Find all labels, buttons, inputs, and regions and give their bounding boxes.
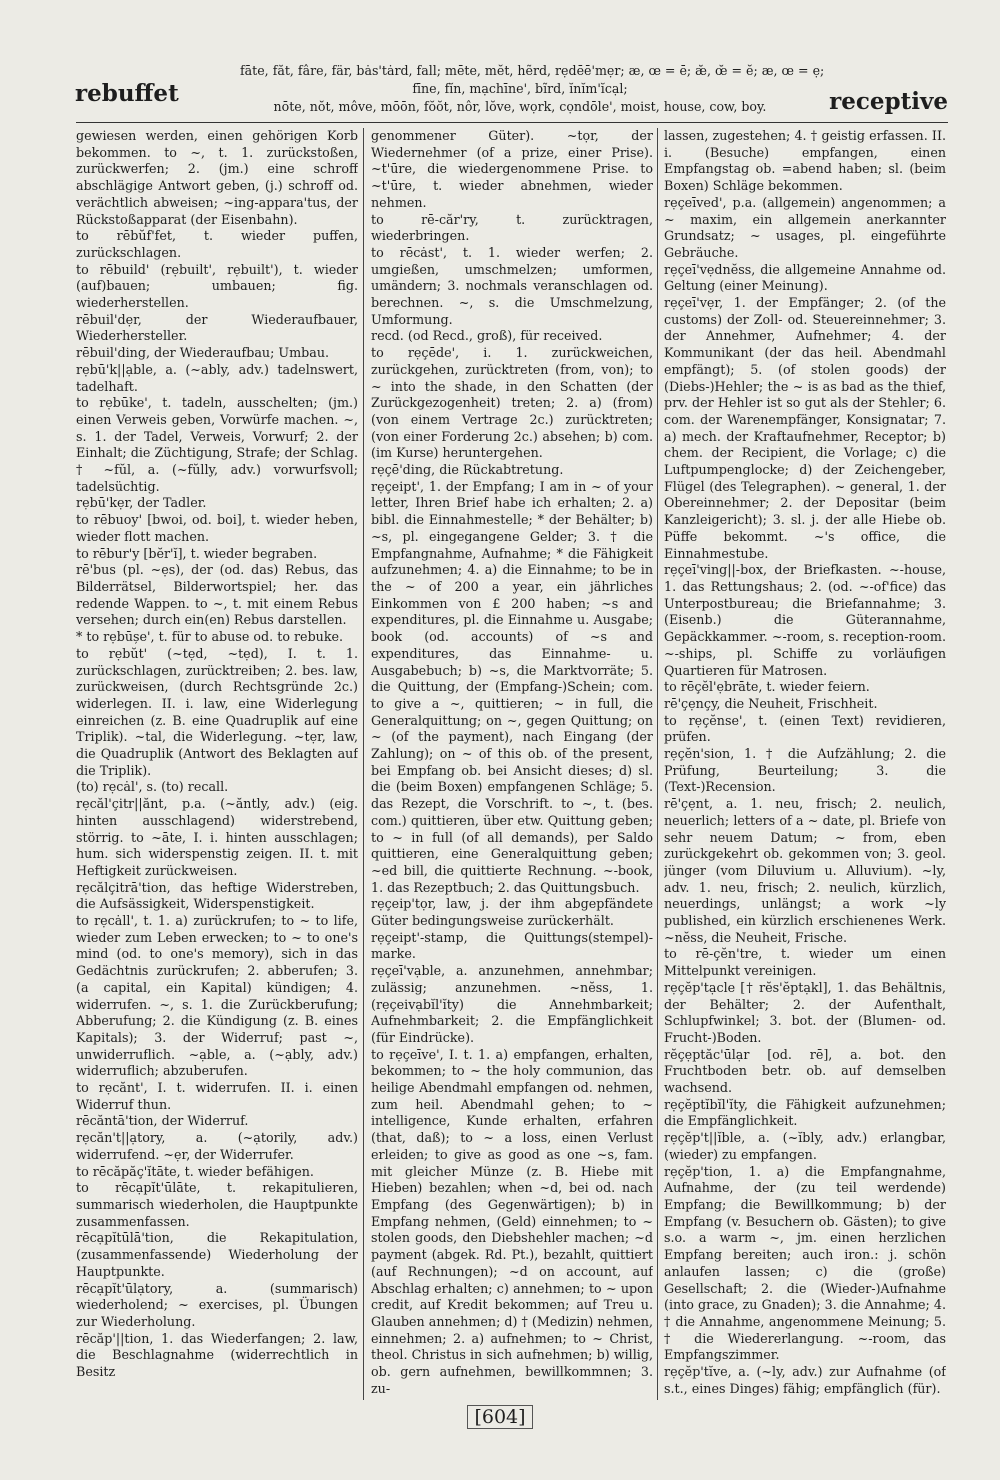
pronunciation-key bbox=[240, 62, 825, 116]
dictionary-entry: to rēbuild' (rẹbuilt', rẹbuilt'), t. wieder (auf)bauen; umbauen; fig. wiederherstellen. bbox=[76, 261, 358, 311]
dictionary-entry: rē'bus (pl. ~ẹs), der (od. das) Rebus, das Bilderrätsel, Bilderwortspiel; her. das redende Wappen. to ~, t. mit einem Rebus versehen; durch ein(en) Rebus darstellen. bbox=[76, 562, 358, 628]
dictionary-entry: rẹbū'kẹr, der Tadler. bbox=[76, 495, 207, 511]
page-number: [604] bbox=[0, 1405, 1000, 1429]
column-left bbox=[76, 128, 358, 1398]
dictionary-entry: to rē-çĕn'tre, t. wieder um einen Mittelpunkt vereinigen. bbox=[664, 946, 946, 979]
dictionary-entry: gewiesen werden, einen gehörigen Korb bekommen. to ~, t. 1. zurückstoßen, zurückwerfen; 2. (jm.) eine schroff abschlägige Antwort geben, (j.) schroff od. verächtlich abweisen; ~ing-appara'tus, der Rückstoßapparat (der Eisenbahn). bbox=[76, 128, 358, 227]
guide-word-left: rebuffet bbox=[75, 80, 179, 107]
dictionary-entry: rẹçĕn'sion, 1. † die Aufzählung; 2. die Prüfung, Beurteilung; 3. die (Text-)Recension. bbox=[664, 746, 946, 795]
dictionary-entry: to rēbŭf'fet, t. wieder puffen, zurückschlagen. bbox=[76, 228, 358, 260]
dictionary-entry: to rẹcănt', I. t. widerrufen. II. i. einen Widerruf thun. bbox=[76, 1080, 358, 1112]
dictionary-entry: to rẹbŭt' (~tẹd, ~tẹd), I. t. 1. zurückschlagen, zurücktreiben; 2. bes. law, zurückweisen, (durch Rechtsgründe 2c.) widerlegen. II. i. law, eine Widerlegung einreichen (z. B. eine Quadruplik auf eine Triplik). ~tal, die Widerlegung. ~tẹr, law, die Quadruplik (Antwort des Beklagten auf die Triplik). bbox=[76, 645, 358, 778]
column-right bbox=[664, 128, 946, 1398]
dictionary-entry: rēcạpĭtūlā'tion, die Rekapitulation, (zusammenfassende) Wiederholung der Hauptpunkte. bbox=[76, 1230, 358, 1279]
dictionary-entry: rēbuil'ding, der Wiederaufbau; Umbau. bbox=[76, 345, 330, 361]
dictionary-entry: rẹcălçitrā'tion, das heftige Widerstreben, die Aufsässigkeit, Widerspenstigkeit. bbox=[76, 879, 358, 912]
dictionary-entry: rẹçĕp'tion, 1. a) die Empfangnahme, Aufnahme, der (zu teil werdende) Empfang; die Bewillkommung; b) der Empfang (v. Besuchern ob. Gästen); to give s.o. a warm ~, jm. einen herzlichen Empfang bereiten; auch iron.: j. schön anlaufen lassen; c) die (große) Gesellschaft; 2. die (Wieder-)Aufnahme (into grace, zu Gnaden); 3. die Annahme; 4. † die Annahme, angenommene Meinung; 5. † die Wiedererlangung. ~-room, das Empfangszimmer. bbox=[664, 1163, 946, 1363]
dictionary-entry: rēcăntā'tion, der Widerruf. bbox=[76, 1113, 249, 1129]
dictionary-entry: rẹçeī'vẹr, 1. der Empfänger; 2. (of the customs) der Zoll- od. Steuereinnehmer; 3. der Annehmer, Aufnehmer; 4. der Kommunikant (der das heil. Abendmahl empfängt); 5. (of stolen goods) der (Diebs-)Hehler; the ~ is as bad as the thief, prv. der Hehler ist so gut als der Stehler; 6. com. der Warenempfänger, Konsignatar; 7. a) mech. der Kraftaufnehmer, Receptor; b) chem. der Recipient, die Vorlage; c) die Luftpumpenglocke; d) der Zeichengeber, Flügel (des Telegraphen). ~ general, 1. der Obereinnehmer; 2. der Depositar (beim Kanzleigericht); 3. sl. j. der alle Hiebe ob. Püffe bekommt. ~'s office, die Einnahmestube. bbox=[664, 295, 946, 561]
dictionary-entry: to rẹçēde', i. 1. zurückweichen, zurückgehen, zurücktreten (from, von); to ~ into the shade, in den Schatten (der Zurückgezogenheit) treten; 2. a) (from) (von einem Vertrage 2c.) zurücktreten; (von einer Forderung 2c.) absehen; b) com. (im Kurse) heruntergehen. bbox=[371, 345, 653, 461]
dictionary-entry: recd. (od Recd., groß), für received. bbox=[371, 328, 603, 344]
dictionary-entry: rẹçĕptĭbĭl'ĭty, die Fähigkeit aufzunehmen; die Empfänglichkeit. bbox=[664, 1096, 946, 1129]
dictionary-entry: rẹçeī'vạble, a. anzunehmen, annehmbar; zulässig; anzunehmen. ~nĕss, 1. (rẹçeivạbĭl'ĭty) die Annehmbarkeit; Aufnehmbarkeit; 2. die Empfänglichkeit (für Eindrücke). bbox=[371, 963, 653, 1045]
dictionary-entry: rẹçĕp'tĭve, a. (~ly, adv.) zur Aufnahme (of s.t., eines Dinges) fähig; empfänglich (für). bbox=[664, 1364, 946, 1396]
dictionary-entry: to rẹcȧll', t. 1. a) zurückrufen; to ~ to life, wieder zum Leben erwecken; to ~ to one's mind (od. to one's memory), sich in das Gedächtnis zurückrufen; 2. abberufen; 3. (a capital, ein Kapital) kündigen; 4. widerrufen. ~, s. 1. die Zurückberufung; Abberufung; 2. die Kündigung (z. B. eines Kapitals); 3. der Widerruf; past ~, unwiderruflich. ~ạble, a. (~ạbly, adv.) widerruflich; abzuberufen. bbox=[76, 913, 358, 1079]
dictionary-entry: rẹçeī'ving||-box, der Briefkasten. ~-house, 1. das Rettungshaus; 2. (od. ~-of'fice) das Unterpostbureau; die Briefannahme; 3. (Eisenb.) die Güterannahme, Gepäckkammer. ~-room, s. reception-room. ~-ships, pl. Schiffe zu vorläufigen Quartieren für Matrosen. bbox=[664, 562, 946, 678]
dictionary-entry: rē'çẹnt, a. 1. neu, frisch; 2. neulich, neuerlich; letters of a ~ date, pl. Briefe von sehr neuem Datum; ~ from, eben zurückgekehrt ob. gekommen von; 3. geol. jünger (vom Diluvium u. Alluvium). ~ly, adv. 1. neu, frisch; 2. neulich, kürzlich, neuerdings, unlängst; a work ~ly published, ein kürzlich erschienenes Werk. ~nĕss, die Neuheit, Frische. bbox=[664, 796, 946, 945]
dictionary-entry: to rẹçeīve', I. t. 1. a) empfangen, erhalten, bekommen; to ~ the holy communion, das heilige Abendmahl empfangen od. nehmen, zum heil. Abendmahl gehen; to ~ intelligence, Kunde erhalten, erfahren (that, daß); to ~ a loss, einen Verlust erleiden; to give as good as one ~s, fam. mit gleicher Münze (z. B. Hiebe mit Hieben) bezahlen; when ~d, bei od. nach Empfang (des Gegenwärtigen); b) in Empfang nehmen, (Geld) einnehmen; to ~ stolen goods, den Diebshehler machen; ~d payment (abgek. Rd. Pt.), bezahlt, quittiert (auf Rechnungen); ~d on account, auf Abschlag erhalten; c) annehmen; to ~ upon credit, auf Kredit bekommen; auf Treu u. Glauben annehmen; d) † (Medizin) nehmen, einnehmen; 2. a) aufnehmen; to ~ Christ, theol. Christus in sich aufnehmen; b) willig, ob. gern aufnehmen, bewillkommnen; 3. zu- bbox=[371, 1046, 653, 1396]
dictionary-entry: rẹcăn't||ạtory, a. (~ạtorily, adv.) widerrufend. ~ẹr, der Widerrufer. bbox=[76, 1130, 358, 1162]
dictionary-entry: to rēbuoy' [bwoi, od. boi], t. wieder heben, wieder flott machen. bbox=[76, 512, 358, 544]
dictionary-entry: to rēcȧst', t. 1. wieder werfen; 2. umgießen, umschmelzen; umformen, umändern; 3. nochmals veranschlagen od. berechnen. ~, s. die Umschmelzung, Umformung. bbox=[371, 244, 653, 327]
dictionary-entry: * to rẹbūșe', t. für to abuse od. to rebuke. bbox=[76, 629, 344, 645]
dictionary-entry: rẹbū'k||ạble, a. (~ably, adv.) tadelnswert, tadelhaft. bbox=[76, 361, 358, 394]
dictionary-entry: rẹçeipt', 1. der Empfang; I am in ~ of your letter, Ihren Brief habe ich erhalten; 2. a) bibl. die Einnahmestelle; * der Behälter; b) ~s, pl. eingegangene Gelder; 3. † die Empfangnahme, Aufnahme; * die Fähigkeit aufzunehmen; 4. a) die Einnahme; to be in the ~ of 200 a year, ein jährliches Einkommen von £ 200 haben; ~s and expenditures, pl. die Einnahme u. Ausgabe; book (od. accounts) of ~s and expenditures, das Einnahme- u. Ausgabebuch; b) ~s, die Marktvorräte; 5. die Quittung, der (Empfang-)Schein; com. to give a ~, quittieren; ~ in full, die Generalquittung; on ~, gegen Quittung; on ~ (of the payment), nach Eingang (der Zahlung); on ~ of this ob. of the present, bei Empfang ob. bei Ansicht dieses; d) sl. die (beim Boxen) empfangenen Schläge; 5. das Rezept, die Vorschrift. to ~, t. (bes. com.) quittieren, über etw. Quittung geben; to ~ in full (of all demands), per Saldo quittieren, eine Generalquittung geben; ~ed bill, die quittierte Rechnung. ~-book, 1. das Rezeptbuch; 2. das Quittungsbuch. bbox=[371, 478, 653, 895]
guide-word-right: receptive bbox=[829, 88, 948, 115]
dictionary-entry: rẹçē'ding, die Rückabtretung. bbox=[371, 462, 564, 478]
dictionary-entry: rẹçeīved', p.a. (allgemein) angenommen; a ~ maxim, ein allgemein anerkannter Grundsatz; ~ usages, pl. eingeführte Gebräuche. bbox=[664, 194, 946, 260]
dictionary-entry: rẹçeip'tọr, law, j. der ihm abgepfändete Güter bedingungsweise zurückerhält. bbox=[371, 896, 653, 929]
column-divider bbox=[657, 128, 658, 1400]
dictionary-entry: to rēcăpăç'ĭtāte, t. wieder befähigen. bbox=[76, 1163, 314, 1179]
dictionary-entry: rẹçeipt'-stamp, die Quittungs(stempel)-marke. bbox=[371, 929, 653, 962]
dictionary-entry: lassen, zugestehen; 4. † geistig erfassen. II. i. (Besuche) empfangen, einen Empfangstag ob. =abend haben; sl. (beim Boxen) Schläge bekommen. bbox=[664, 128, 946, 194]
dictionary-entry: rēcạpĭt'ūlạtory, a. (summarisch) wiederholend; ~ exercises, pl. Übungen zur Wiederholung. bbox=[76, 1280, 358, 1329]
dictionary-entry: rẹçeī'vẹdnĕss, die allgemeine Annahme od. Geltung (einer Meinung). bbox=[664, 261, 946, 294]
dictionary-entry: (to) rẹcȧl', s. (to) recall. bbox=[76, 779, 229, 795]
pronunciation-line: nōte, nŏt, môve, mōōn, fŏŏt, nôr, lŏve, wọrk, cọndōle', moist, house, cow, boy. bbox=[273, 99, 767, 114]
dictionary-entry: rēcăp'||tion, 1. das Wiederfangen; 2. law, die Beschlagnahme (widerrechtlich in Besitz bbox=[76, 1330, 358, 1380]
column-middle bbox=[371, 128, 653, 1398]
dictionary-entry: genommener Güter). ~tọr, der Wiedernehmer (of a prize, einer Prise). ~t'ūre, die wiedergenommene Prise. to ~t'ūre, t. wieder abnehmen, wieder nehmen. bbox=[371, 128, 653, 210]
dictionary-entry: rẹçĕp't||ĭble, a. (~ĭbly, adv.) erlangbar, (wieder) zu empfangen. bbox=[664, 1130, 946, 1162]
dictionary-entry: rẹçĕp'tạcle [† rĕs'ĕptạkl], 1. das Behältnis, der Behälter; 2. der Aufenthalt, Schlupfwinkel; 3. bot. der (Blumen- od. Frucht-)Boden. bbox=[664, 979, 946, 1045]
dictionary-entry: rĕçẹptăc'ūlạr [od. rē], a. bot. den Fruchtboden betr. ob. auf demselben wachsend. bbox=[664, 1046, 946, 1096]
column-divider bbox=[363, 128, 364, 1400]
header-rule bbox=[76, 122, 948, 123]
pronunciation-line: fāte, făt, fâre, fär, bȧs'tȧrd, fall; mēte, mĕt, hẽrd, rẹdēē'mẹr; æ, œ = ē; æ̆, œ̆ = ĕ; æ, œ = ẹ; bbox=[240, 63, 825, 78]
dictionary-entry: rēbuil'dẹr, der Wiederaufbauer, Wiederhersteller. bbox=[76, 311, 358, 344]
dictionary-entry: to rēçĕl'ẹbrāte, t. wieder feiern. bbox=[664, 679, 870, 695]
dictionary-entry: to rẹçĕnse', t. (einen Text) revidieren, prüfen. bbox=[664, 712, 946, 745]
dictionary-entry: to rēbur'y [bĕr'ĭ], t. wieder begraben. bbox=[76, 545, 318, 561]
dictionary-entry: to rẹbūke', t. tadeln, ausschelten; (jm.) einen Verweis geben, Vorwürfe machen. ~, s. 1. der Tadel, Verweis, Vorwurf; 2. der Einhalt; die Züchtigung, Strafe; der Schlag. † ~fŭl, a. (~fŭlly, adv.) vorwurfsvoll; tadelsüchtig. bbox=[76, 395, 358, 494]
dictionary-entry: rē'çẹnçy, die Neuheit, Frischheit. bbox=[664, 695, 878, 711]
dictionary-entry: to rē-căr'ry, t. zurücktragen, wiederbringen. bbox=[371, 211, 653, 244]
pronunciation-line: fīne, fĭn, mạchīne', bĩrd, ĭnĭm'ĭcạl; bbox=[412, 81, 628, 96]
dictionary-entry: to rēcạpĭt'ūlāte, t. rekapitulieren, summarisch wiederholen, die Hauptpunkte zusammenfassen. bbox=[76, 1180, 358, 1229]
dictionary-entry: rẹcăl'çitr||ănt, p.a. (~ăntly, adv.) (eig. hinten ausschlagend) widerstrebend, störrig. to ~āte, I. i. hinten ausschlagen; hum. sich widerspenstig zeigen. II. t. mit Heftigkeit zurückweisen. bbox=[76, 796, 358, 878]
